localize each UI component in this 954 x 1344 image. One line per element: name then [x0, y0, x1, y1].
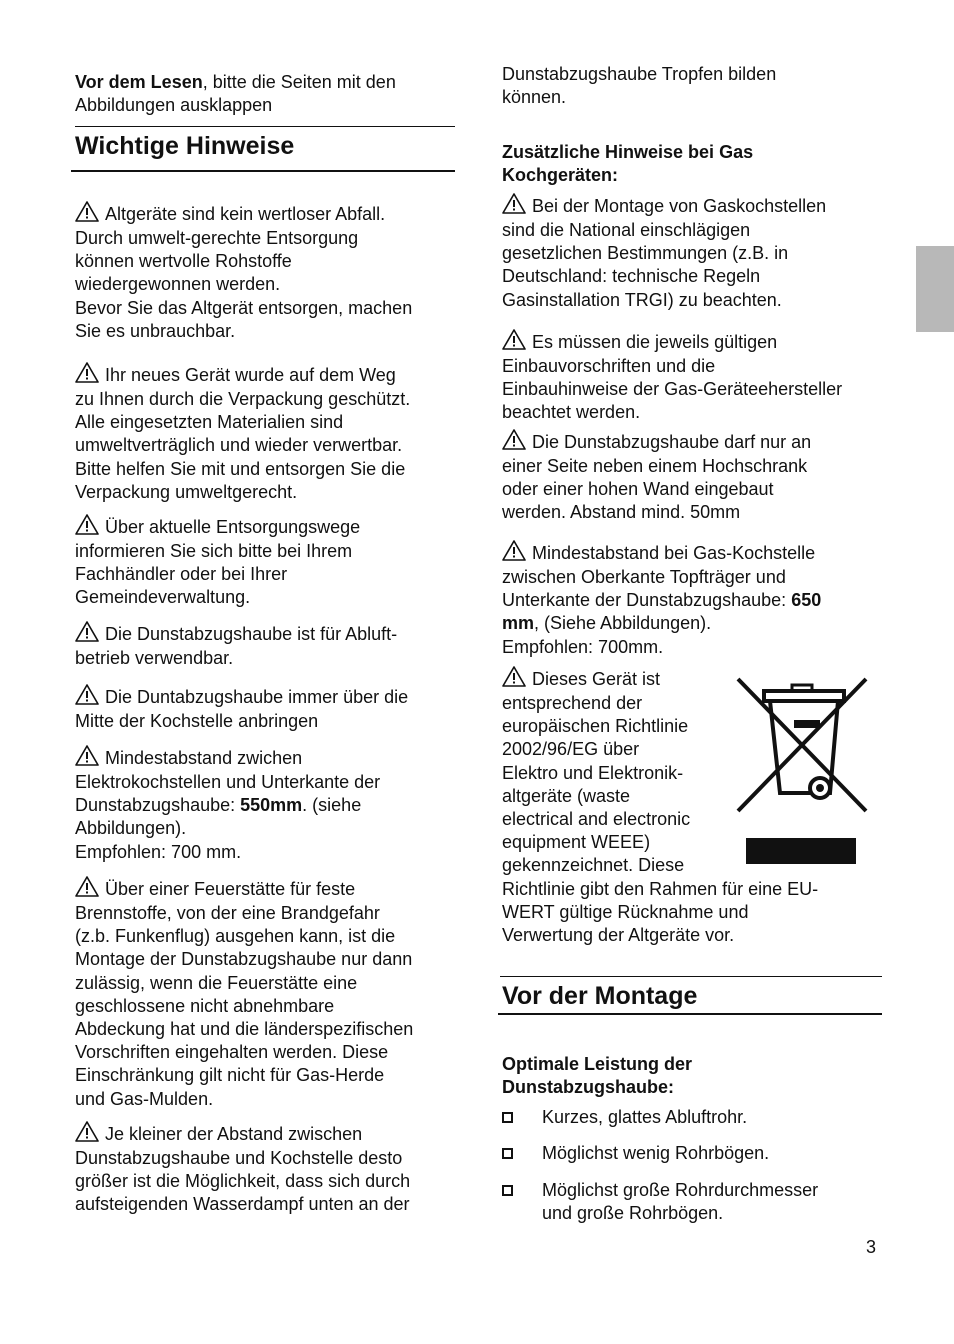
- mind-post: , (Siehe Abbildungen).: [534, 613, 712, 634]
- paragraph-line: Vorschriften eingehalten werden. Diese: [75, 1042, 389, 1063]
- paragraph-line: einer Seite neben einem Hochschrank: [502, 456, 808, 476]
- paragraph-line: Sie es unbrauchbar.: [75, 320, 236, 341]
- warning-triangle-icon: [75, 362, 99, 383]
- paragraph-line: zwischen Oberkante Topfträger und: [502, 567, 786, 587]
- optimal-subheading-line: Dunstabzugshaube:: [502, 1077, 675, 1098]
- heading-wichtige-hinweise: Wichtige Hinweise: [75, 132, 295, 160]
- warning-triangle-icon: [502, 329, 526, 350]
- mind-unit: mm: [502, 613, 535, 634]
- warning-paragraph: [502, 429, 887, 525]
- paragraph-line: Bei der Montage von Gaskochstellen: [532, 196, 827, 216]
- warning-triangle-icon: [502, 429, 526, 450]
- warning-triangle-icon: [502, 193, 526, 214]
- paragraph-line: electrical and electronic: [502, 809, 691, 830]
- intro-line2: Abbildungen ausklappen: [75, 95, 273, 116]
- paragraph-line: Mindestabstand zwichen: [105, 748, 303, 768]
- paragraph-line: [502, 612, 887, 635]
- paragraph-line: Alle eingesetzten Materialien sind: [75, 412, 344, 433]
- warning-paragraph: [502, 193, 887, 312]
- paragraph-line: Empfohlen: 700 mm.: [75, 841, 242, 862]
- paragraph-line: Ihr neues Gerät wurde auf dem Weg: [105, 365, 396, 385]
- optimal-subheading-line: Optimale Leistung der: [502, 1054, 693, 1074]
- paragraph-line: größer ist die Möglichkeit, dass sich durch: [75, 1171, 411, 1192]
- checklist-item: [502, 1142, 882, 1165]
- checklist-item: [502, 1179, 882, 1225]
- paragraph-line: Dieses Gerät ist: [532, 669, 661, 689]
- paragraph-line: 2002/96/EG über: [502, 739, 640, 760]
- divider-bottom-left: [71, 170, 455, 172]
- warning-paragraph: [502, 329, 887, 425]
- paragraph-line: wiedergewonnen werden.: [75, 274, 281, 295]
- warning-paragraph: [75, 514, 460, 610]
- warning-triangle-icon: [75, 621, 99, 642]
- checkbox-icon: [502, 1185, 513, 1196]
- warning-paragraph: [502, 540, 887, 659]
- paragraph-line: Deutschland: technische Regeln: [502, 266, 761, 287]
- paragraph-line: [75, 794, 460, 817]
- paragraph-line: Dunstabzugshaube und Kochstelle desto: [75, 1148, 403, 1168]
- paragraph-line: Richtlinie gibt den Rahmen für eine EU-: [502, 878, 819, 899]
- paragraph-line: Einbauhinweise der Gas-Geräteehersteller: [502, 379, 843, 400]
- paragraph-line: Elektrokochstellen und Unterkante der: [75, 772, 381, 792]
- weee-black-bar: [746, 838, 856, 864]
- warning-paragraph: [75, 1121, 460, 1217]
- gas-subheading: [502, 141, 882, 187]
- paragraph-line: Die Dunstabzugshaube ist für Abluft-: [105, 624, 398, 644]
- paragraph-line: Empfohlen: 700mm.: [502, 636, 664, 657]
- paragraph-line: umweltverträglich und wieder verwertbar.: [75, 435, 403, 456]
- paragraph-line: gekennzeichnet. Diese: [502, 855, 685, 876]
- intro-text: [75, 71, 455, 117]
- paragraph-line: Abdeckung hat und die länderspezifischen: [75, 1019, 414, 1040]
- paragraph-line: [502, 589, 887, 612]
- mind-value: 550mm: [240, 795, 303, 816]
- paragraph-line: Verwertung der Altgeräte vor.: [502, 925, 735, 946]
- paragraph-line: geschlossene nicht abnehmbare: [75, 995, 335, 1016]
- warning-paragraph: [75, 621, 460, 670]
- paragraph-line: Montage der Dunstabzugshaube nur dann: [75, 949, 413, 970]
- warning-paragraph: [75, 876, 460, 1111]
- paragraph-line: informieren Sie sich bitte bei Ihrem: [75, 541, 353, 561]
- paragraph-line: Durch umwelt-gerechte Entsorgung: [75, 228, 359, 248]
- warning-triangle-icon: [502, 540, 526, 561]
- warning-paragraph: [75, 684, 460, 733]
- warning-triangle-icon: [75, 201, 99, 222]
- checklist-item-label: und große Rohrbögen.: [542, 1203, 724, 1224]
- heading-vor-der-montage: Vor der Montage: [502, 982, 698, 1010]
- intro-rest: , bitte die Seiten mit den: [202, 72, 396, 92]
- paragraph-line: Die Duntabzugshaube immer über die: [105, 687, 409, 707]
- paragraph-line: Einschränkung gilt nicht für Gas-Herde: [75, 1065, 385, 1086]
- paragraph-line: (z.b. Funkenflug) ausgehen kann, ist die: [75, 926, 396, 947]
- divider-bottom-right: [498, 1013, 882, 1015]
- paragraph-line: beachtet werden.: [502, 402, 641, 423]
- checkbox-icon: [502, 1148, 513, 1159]
- paragraph-line: können wertvolle Rohstoffe: [75, 251, 292, 272]
- section-tab-marker: [916, 246, 954, 332]
- paragraph-line: betrieb verwendbar.: [75, 648, 234, 668]
- optimal-subheading: [502, 1053, 882, 1099]
- checkbox-icon: [502, 1112, 513, 1123]
- paragraph-line: gesetzlichen Bestimmungen (z.B. in: [502, 243, 789, 264]
- warning-triangle-icon: [75, 1121, 99, 1142]
- paragraph-line: Elektro und Elektronik-: [502, 762, 684, 783]
- warning-paragraph: [75, 362, 460, 504]
- paragraph-line: oder einer hohen Wand eingebaut: [502, 479, 774, 500]
- gas-subheading-line: Kochgeräten:: [502, 165, 619, 186]
- paragraph-line: Die Dunstabzugshaube darf nur an: [532, 432, 812, 452]
- checklist-item-label: Möglichst große Rohrdurchmesser: [542, 1180, 819, 1200]
- checklist-item: [502, 1106, 882, 1129]
- paragraph-line: Mindestabstand bei Gas-Kochstelle: [532, 543, 816, 563]
- divider-top-right: [500, 976, 882, 977]
- paragraph-line: altgeräte (waste: [502, 785, 631, 806]
- paragraph-line: Fachhändler oder bei Ihrer: [75, 564, 288, 585]
- gas-subheading-line: Zusätzliche Hinweise bei Gas: [502, 142, 754, 162]
- weee-symbol: [736, 675, 868, 815]
- warning-triangle-icon: [75, 684, 99, 705]
- mind-value: 650: [791, 590, 822, 611]
- paragraph-line: Bitte helfen Sie mit und entsorgen Sie die: [75, 458, 406, 479]
- paragraph-line: entsprechend der: [502, 693, 643, 713]
- paragraph-line: Je kleiner der Abstand zwischen: [105, 1124, 363, 1144]
- paragraph-line: equipment WEEE): [502, 832, 651, 853]
- paragraph-line: aufsteigenden Wasserdampf unten an der: [75, 1194, 410, 1215]
- paragraph-line: Verpackung umweltgerecht.: [75, 481, 298, 502]
- paragraph-line: zu Ihnen durch die Verpackung geschützt.: [75, 389, 411, 409]
- mind-pre: Dunstabzugshaube:: [75, 795, 241, 816]
- right-top-line: können.: [502, 87, 567, 108]
- paragraph-line: werden. Abstand mind. 50mm: [502, 502, 741, 523]
- warning-triangle-icon: [75, 745, 99, 766]
- paragraph-line: europäischen Richtlinie: [502, 716, 689, 737]
- paragraph-line: Einbauvorschriften und die: [502, 356, 716, 376]
- crossed-out-wheelie-bin-icon: [736, 675, 868, 815]
- paragraph-line: Gemeindeverwaltung.: [75, 587, 251, 608]
- paragraph-line: Bevor Sie das Altgerät entsorgen, machen: [75, 297, 413, 318]
- right-top-line: Dunstabzugshaube Tropfen bilden: [502, 64, 777, 84]
- paragraph-line: Über einer Feuerstätte für feste: [105, 879, 356, 899]
- paragraph-line: Gasinstallation TRGI) zu beachten.: [502, 289, 782, 310]
- paragraph-line: Es müssen die jeweils gültigen: [532, 332, 778, 352]
- warning-triangle-icon: [75, 514, 99, 535]
- checklist-item-label: Kurzes, glattes Abluftrohr.: [542, 1107, 748, 1127]
- intro-bold: Vor dem Lesen: [75, 72, 203, 92]
- mind-post: . (siehe: [302, 795, 362, 816]
- divider-top-left: [75, 126, 455, 127]
- paragraph-line: sind die National einschlägigen: [502, 220, 751, 240]
- warning-paragraph: [75, 745, 460, 864]
- right-top-text: [502, 63, 882, 109]
- paragraph-line: Brennstoffe, von der eine Brandgefahr: [75, 903, 380, 923]
- paragraph-line: zulässig, wenn die Feuerstätte eine: [75, 972, 358, 993]
- warning-triangle-icon: [75, 876, 99, 897]
- page-number: 3: [866, 1237, 877, 1257]
- paragraph-line: und Gas-Mulden.: [75, 1088, 214, 1109]
- paragraph-line: Abbildungen).: [75, 818, 187, 839]
- paragraph-line: Über aktuelle Entsorgungswege: [105, 517, 361, 537]
- checklist-item-label: Möglichst wenig Rohrbögen.: [542, 1143, 770, 1163]
- paragraph-line: Altgeräte sind kein wertloser Abfall.: [105, 204, 386, 224]
- paragraph-line: WERT gültige Rücknahme und: [502, 901, 749, 922]
- mind-pre: Unterkante der Dunstabzugshaube:: [502, 590, 792, 611]
- paragraph-line: Mitte der Kochstelle anbringen: [75, 711, 319, 731]
- warning-triangle-icon: [502, 666, 526, 687]
- warning-paragraph: [75, 201, 460, 343]
